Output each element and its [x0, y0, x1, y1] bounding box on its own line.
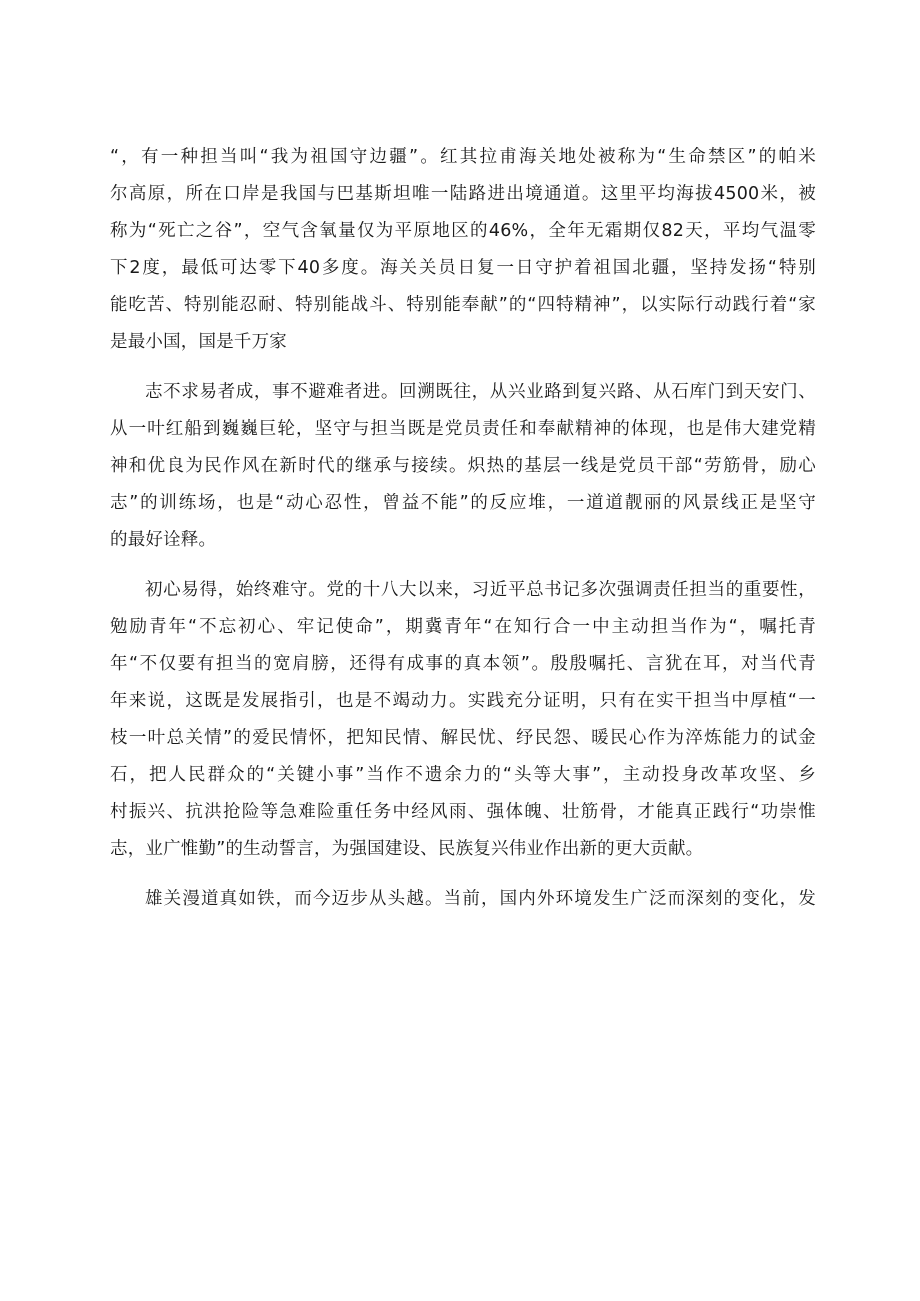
text-line: 的最好诠释。	[110, 530, 217, 550]
text-line: 初心易得，始终难守。党的十八大以来，习近平总书记多次强调责任担当的重要性，	[145, 580, 816, 600]
text-line: 志，业广惟勤”的生动誓言，为强国建设、民族复兴伟业作出新的更大贡献。	[110, 839, 704, 859]
text-line: 年“不仅要有担当的宽肩膀，还得有成事的真本领”。殷殷嘱托、言犹在耳，对当代青	[110, 654, 816, 674]
text-line: 神和优良为民作风在新时代的继承与接续。炽热的基层一线是党员干部“劳筋骨，励心	[110, 456, 816, 476]
text-line: 下2度，最低可达零下40多度。海关关员日复一日守护着祖国北疆，坚持发扬“特别	[110, 258, 816, 278]
text-line: 能吃苦、特别能忍耐、特别能战斗、特别能奉献”的“四特精神”，以实际行动践行着“家	[110, 295, 816, 315]
text-line: 年来说，这既是发展指引，也是不竭动力。实践充分证明，只有在实干担当中厚植“一	[110, 691, 816, 711]
text-line: 称为“死亡之谷”，空气含氧量仅为平原地区的46%，全年无霜期仅82天，平均气温零	[110, 221, 816, 241]
text-line: 勉励青年“不忘初心、牢记使命”，期冀青年“在知行合一中主动担当作为“，嘱托青	[110, 617, 816, 637]
text-line: 石，把人民群众的“关键小事”当作不遗余力的“头等大事”，主动投身改革攻坚、乡	[110, 765, 816, 785]
text-line: 雄关漫道真如铁，而今迈步从头越。当前，国内外环境发生广泛而深刻的变化，发	[145, 889, 816, 909]
text-line: 尔高原，所在口岸是我国与巴基斯坦唯一陆路进出境通道。这里平均海拔4500米，被	[110, 184, 816, 204]
text-line: 志”的训练场，也是“动心忍性，曾益不能”的反应堆，一道道靓丽的风景线正是坚守	[110, 493, 816, 513]
text-line: 志不求易者成，事不避难者进。回溯既往，从兴业路到复兴路、从石库门到天安门、	[145, 382, 816, 402]
text-line: 枝一叶总关情”的爱民情怀，把知民情、解民忧、纾民怨、暖民心作为淬炼能力的试金	[110, 728, 816, 748]
text-line: “，有一种担当叫“我为祖国守边疆”。红其拉甫海关地处被称为“生命禁区”的帕米	[110, 147, 816, 167]
text-line: 是最小国，国是千万家	[110, 332, 287, 352]
text-line: 村振兴、抗洪抢险等急难险重任务中经风雨、强体魄、壮筋骨，才能真正践行“功崇惟	[110, 802, 816, 822]
text-line: 从一叶红船到巍巍巨轮，坚守与担当既是党员责任和奉献精神的体现，也是伟大建党精	[110, 419, 816, 439]
